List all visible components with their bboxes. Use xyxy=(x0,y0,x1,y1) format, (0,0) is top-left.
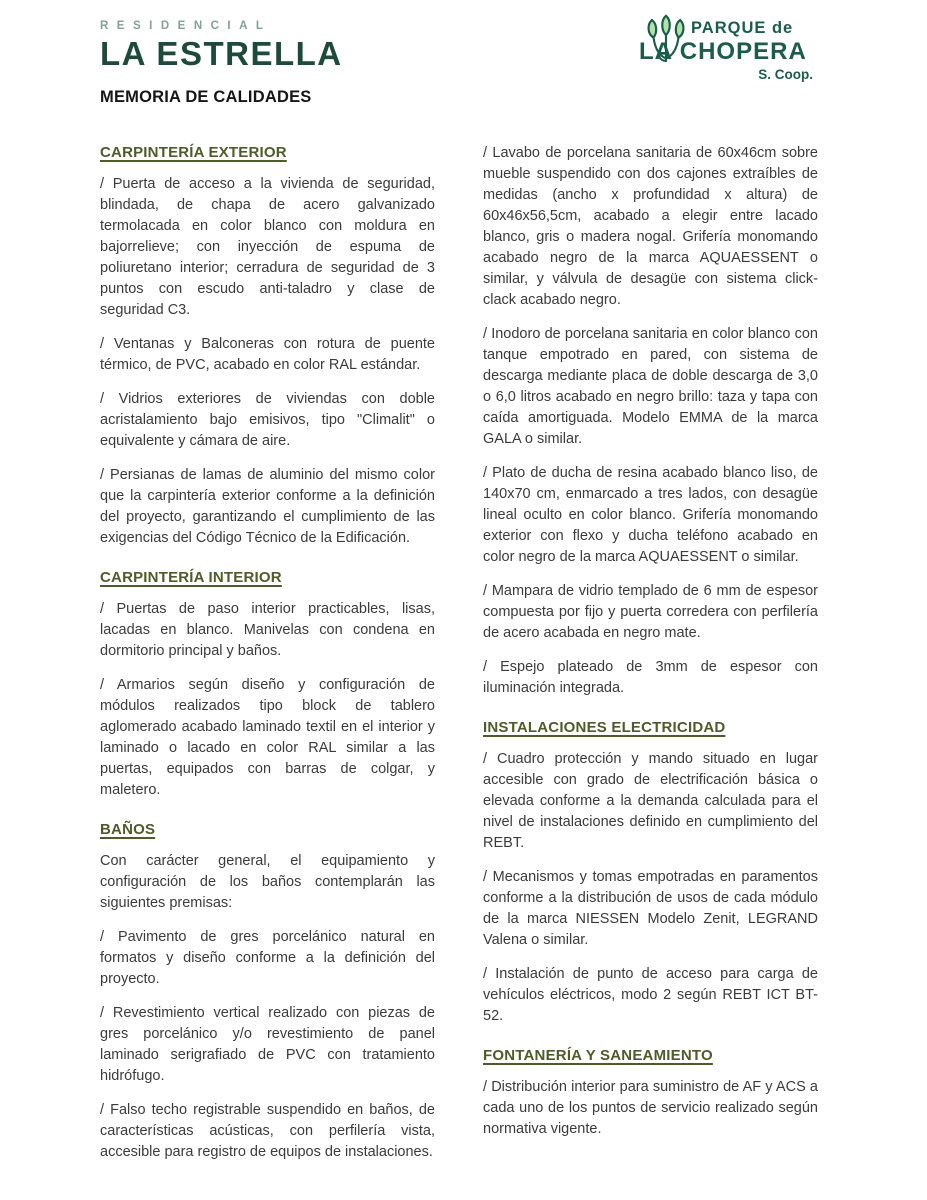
page-title: MEMORIA DE CALIDADES xyxy=(100,88,312,106)
coop-name-line2: LA CHOPERA xyxy=(639,38,807,65)
paragraph: / Ventanas y Balconeras con rotura de puente térmico, de PVC, acabado en color RAL estándar. xyxy=(100,336,435,373)
paragraph: / Lavabo de porcelana sanitaria de 60x46cm sobre mueble suspendido con dos cajones extraíbles de medidas (ancho x profundidad x altura) de 60x46x56,5cm, acabado a elegir entre lacado blanco, gris o madera nogal. Grifería monomando acabado negro de la marca AQUAESSENT o similar, y válvula de desagüe con sistema click-clack acabado negro. xyxy=(483,145,818,308)
paragraph: / Mecanismos y tomas empotradas en paramentos conforme a la distribución de usos de cada módulo de la marca NIESSEN Modelo Zenit, LEGRAND Valena o similar. xyxy=(483,869,818,948)
paragraph: / Puerta de acceso a la vivienda de seguridad, blindada, de chapa de acero galvanizado termolacada en color blanco con moldura en bajorrelieve; con inyección de espuma de poliuretano interior; cerradura de seguridad de 3 puntos con escudo anti-taladro y clase de seguridad C3. xyxy=(100,176,435,318)
paragraph: / Mampara de vidrio templado de 6 mm de espesor compuesta por fijo y puerta corredera con perfilería de acero acabada en negro mate. xyxy=(483,583,818,641)
section-heading: FONTANERÍA Y SANEAMIENTO xyxy=(483,1047,713,1064)
paragraph: Con carácter general, el equipamiento y configuración de los baños contemplarán las siguientes premisas: xyxy=(100,853,435,911)
left-column xyxy=(100,143,435,1176)
page-header xyxy=(0,0,927,143)
parque-la-chopera-logo xyxy=(639,18,817,82)
paragraph: / Plato de ducha de resina acabado blanco liso, de 140x70 cm, enmarcado a tres lados, con desagüe lineal oculto en color blanco. Grifería monomando exterior con flexo y ducha teléfono acabado en color negro de la marca AQUAESSENT o similar. xyxy=(483,465,818,565)
paragraph: / Inodoro de porcelana sanitaria en color blanco con tanque empotrado en pared, con sistema de descarga mediante placa de doble descarga de 3,0 o 6,0 litros acabado en negro brillo: taza y tapa con caída amortiguada. Modelo EMMA de la marca GALA o similar. xyxy=(483,326,818,447)
section-heading: CARPINTERÍA INTERIOR xyxy=(100,569,282,586)
residencial-la-estrella-logo xyxy=(100,20,343,73)
section xyxy=(483,719,818,1027)
paragraph: / Pavimento de gres porcelánico natural en formatos y diseño conforme a la definición del proyecto. xyxy=(100,929,435,987)
section-heading: BAÑOS xyxy=(100,821,156,838)
brand-name: LA ESTRELLA xyxy=(100,35,343,72)
paragraph: / Cuadro protección y mando situado en lugar accesible con grado de electrificación básica o elevada conforme a la demanda calculada para el nivel de instalaciones definido en cumplimiento del REBT. xyxy=(483,751,818,851)
three-trees-icon xyxy=(641,14,691,71)
paragraph: / Persianas de lamas de aluminio del mismo color que la carpintería exterior conforme a la definición del proyecto, garantizando el cumplimiento de las exigencias del Código Técnico de la Edificación. xyxy=(100,467,435,546)
right-column xyxy=(483,143,818,1176)
section-heading: CARPINTERÍA EXTERIOR xyxy=(100,144,287,161)
brand-tagline: RESIDENCIAL xyxy=(100,20,272,32)
paragraph: / Revestimiento vertical realizado con piezas de gres porcelánico y/o revestimiento de panel laminado serigrafiado de PVC con tratamiento hidrófugo. xyxy=(100,1005,435,1084)
document-body xyxy=(0,143,927,1176)
paragraph: / Instalación de punto de acceso para carga de vehículos eléctricos, modo 2 según REBT ICT BT-52. xyxy=(483,966,818,1024)
section-heading: INSTALACIONES ELECTRICIDAD xyxy=(483,719,726,736)
paragraph: / Vidrios exteriores de viviendas con doble acristalamiento bajo emisivos, tipo "Climalit" o equivalente y cámara de aire. xyxy=(100,391,435,449)
section xyxy=(100,569,435,801)
paragraph: / Puertas de paso interior practicables, lisas, lacadas en blanco. Manivelas con condena en dormitorio principal y baños. xyxy=(100,601,435,659)
paragraph: / Distribución interior para suministro de AF y ACS a cada uno de los puntos de servicio realizado según normativa vigente. xyxy=(483,1079,818,1137)
coop-name-line3: S. Coop. xyxy=(758,67,813,82)
coop-name-line1: PARQUE de xyxy=(691,19,794,37)
paragraph: / Espejo plateado de 3mm de espesor con iluminación integrada. xyxy=(483,659,818,696)
paragraph: / Falso techo registrable suspendido en baños, de características acústicas, con perfilería vista, accesible para registro de equipos de instalaciones. xyxy=(100,1102,435,1160)
section xyxy=(483,143,818,699)
section xyxy=(100,144,435,549)
section xyxy=(100,821,435,1163)
paragraph: / Armarios según diseño y configuración de módulos realizados tipo block de tablero aglomerado acabado laminado textil en el interior y laminado o lacado en color RAL similar a las puertas, equipados con barras de colgar, y maletero. xyxy=(100,677,435,798)
section xyxy=(483,1047,818,1140)
